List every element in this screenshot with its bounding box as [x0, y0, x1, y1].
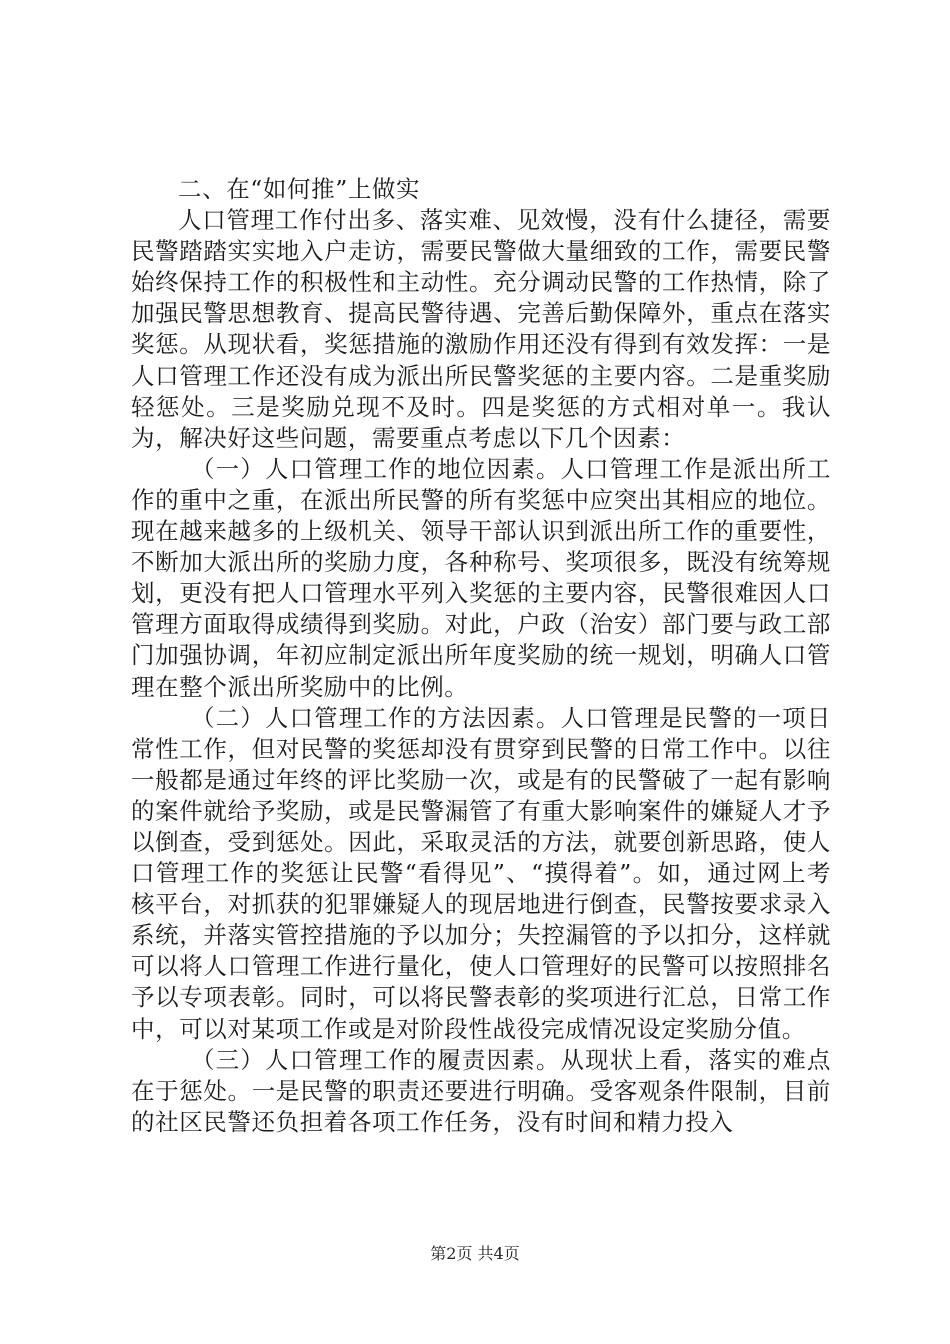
section-heading: 二、在“如何推”上做实 — [178, 175, 421, 203]
paragraph-intro: 人口管理工作付出多、落实难、见效慢，没有什么捷径，需要民警踏踏实实地入户走访，需要民警做大量细致的工作，需要民警始终保持工作的积极性和主动性。充分调动民警的工作热情，除了加强民警思想教育、提高民警待遇、完善后勤保障外，重点在落实奖惩。从现状看，奖惩措施的激励作用还没有得到有效发挥：一是人口管理工作还没有成为派出所民警奖惩的主要内容。二是重奖励轻惩处。三是奖励兑现不及时。四是奖惩的方式相对单一。我认为，解决好这些问题，需要重点考虑以下几个因素： — [131, 206, 831, 452]
paragraph-duty-factor: （三）人口管理工作的履责因素。从现状上看，落实的难点在于惩处。一是民警的职责还要进行明确。受客观条件限制，目前的社区民警还负担着各项工作任务，没有时间和精力投入 — [131, 1045, 831, 1136]
paragraph-status-factor: （一）人口管理工作的地位因素。人口管理工作是派出所工作的重中之重，在派出所民警的所有奖惩中应突出其相应的地位。现在越来越多的上级机关、领导干部认识到派出所工作的重要性，不断加大派出所的奖励力度，各种称号、奖项很多，既没有统筹规划，更没有把人口管理水平列入奖惩的主要内容，民警很难因人口管理方面取得成绩得到奖励。对此，户政（治安）部门要与政工部门加强协调，年初应制定派出所年度奖励的统一规划，明确人口管理在整个派出所奖励中的比例。 — [131, 454, 831, 701]
page-number-footer: 第2页 共4页 — [430, 1244, 520, 1263]
document-body — [131, 174, 831, 1138]
paragraph-method-factor: （二）人口管理工作的方法因素。人口管理是民警的一项日常性工作，但对民警的奖惩却没有贯穿到民警的日常工作中。以往一般都是通过年终的评比奖励一次，或是有的民警破了一起有影响的案件就给予奖励，或是民警漏管了有重大影响案件的嫌疑人才予以倒查，受到惩处。因此，采取灵活的方法，就要创新思路，使人口管理工作的奖惩让民警“看得见”、“摸得着”。如，通过网上考核平台，对抓获的犯罪嫌疑人的现居地进行倒查，民警按要求录入系统，并落实管控措施的予以加分；失控漏管的予以扣分，这样就可以将人口管理工作进行量化，使人口管理好的民警可以按照排名予以专项表彰。同时，可以将民警表彰的奖项进行汇总，日常工作中，可以对某项工作或是对阶段性战役完成情况设定奖励分值。 — [131, 703, 831, 1043]
